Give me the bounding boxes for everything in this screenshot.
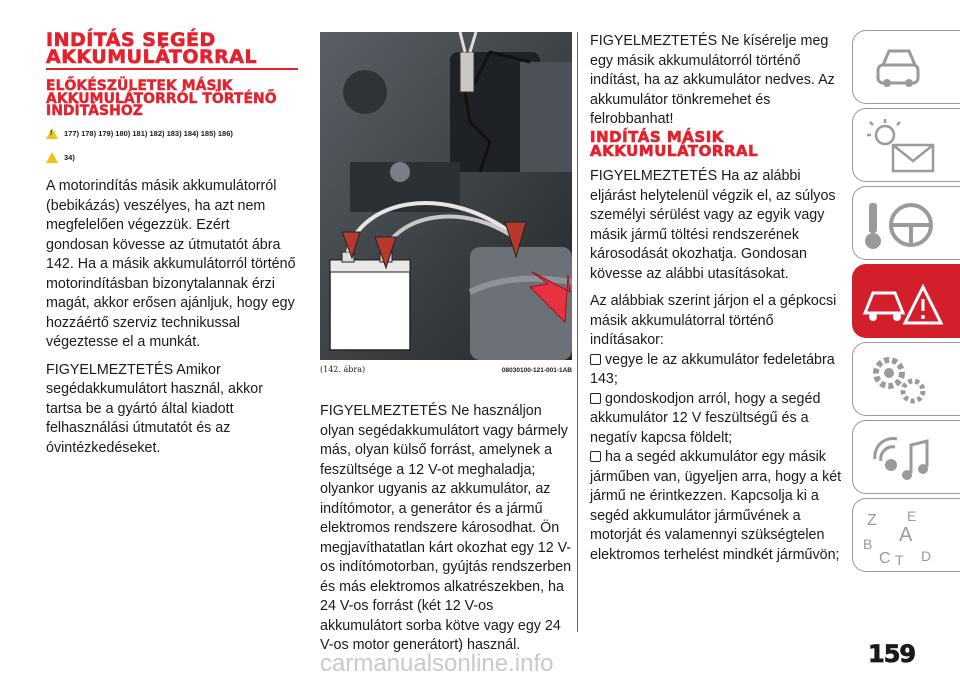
environment-references — [46, 152, 75, 163]
procedure-intro: Az alábbiak szerint járjon el a gépkocsi másik akkumulátorral történő indításakor: — [590, 293, 837, 348]
tab-car-dashboard[interactable] — [852, 30, 960, 104]
watermark: carmanualsonline.info — [320, 650, 554, 677]
index-letter-z: Z — [867, 512, 877, 529]
bullet-icon — [590, 354, 601, 365]
bullet-icon — [590, 451, 601, 462]
warning-references — [46, 128, 233, 139]
figure-142 — [320, 32, 572, 360]
index-letters-icon — [859, 503, 949, 569]
warning-triangle-icon — [46, 128, 58, 139]
maintenance-gears-icon — [867, 351, 947, 411]
svg-text:A: A — [899, 524, 913, 546]
column-divider — [577, 32, 578, 632]
svg-text:D: D — [921, 548, 932, 564]
procedure-warning: FIGYELMEZTETÉS Ha az alábbi eljárást helytelenül végzik el, az súlyos személyi sérülést vagy az egyik vagy másik jármű töltési rendszerének károsodását okozhatja. Gondosan kövesse az alábbi utasításokat. — [590, 168, 836, 282]
jump-start-title: INDÍTÁS MÁSIK AKKUMULÁTORRAL — [590, 128, 759, 160]
svg-text:C: C — [879, 550, 891, 567]
figure-label: (142. ábra) — [320, 365, 366, 374]
warning-paragraph: FIGYELMEZTETÉS Amikor segédakkumulátort használ, akkor tartsa be a gyártó által kiadott felhasználási útmutatót és az óvintézkedéseket. — [46, 361, 263, 456]
warning-refs-text: 177) 178) 179) 180) 181) 182) 183) 184) 185) 186) — [64, 129, 233, 138]
intro-paragraph: A motorindítás másik akkumulátorról (bebikázás) veszélyes, ha azt nem megfelelően végezzük. Ezért gondosan kövesse az útmutatót ábra 142. Ha a másik akkumulátorról történő motorindításban bizonytalannak érzi magát, akkor erősen ajánljuk, hogy egy hozzáértő szerviz technikussal végeztesse el a munkát. — [46, 178, 296, 350]
figure-caption — [320, 365, 572, 374]
environment-warning-icon — [46, 152, 58, 163]
svg-text:E: E — [907, 508, 917, 524]
key-steering-icon — [863, 195, 943, 255]
bullet-text: vegye le az akkumulátor fedeletábra 143; — [590, 351, 835, 387]
svg-text:T: T — [895, 552, 904, 568]
tab-emergency[interactable] — [852, 264, 960, 338]
booster-battery — [330, 260, 410, 350]
voltage-warning-paragraph: FIGYELMEZTETÉS Ne használjon olyan segédakkumulátort vagy bármely más, olyan külső forrást, amelynek a feszültsége a 12 V-ot meghaladja; olyankor ugyanis az akkumulátor, az indítómotor, a generátor és a jármű elektromos rendszere károsodhat. Ön megjavíthatatlan kárt okozhat egy 12 V-os indítómotorban, gyújtás rendszerben és más elektromos alkatrészekben, ha 24 V-os forrást (két 12 V-os akkumulátort sorba kötve vagy egy 24 V-os motor generátort) használ. — [320, 403, 572, 653]
tab-index[interactable] — [852, 498, 960, 572]
title-underline — [46, 68, 298, 70]
emergency-icon — [859, 273, 949, 333]
lights-mail-icon — [863, 117, 943, 177]
tab-maintenance[interactable] — [852, 342, 960, 416]
car-dashboard-icon — [873, 43, 933, 93]
tab-multimedia[interactable] — [852, 420, 960, 494]
bullet-icon — [590, 393, 601, 404]
env-refs-text: 34) — [64, 153, 75, 162]
figure-code: 08030100-121-001-1AB — [501, 367, 572, 374]
bullet-text: gondoskodjon arról, hogy a segéd akkumulátor 12 V feszültségű és a negatív kapcsa földelt; — [590, 390, 821, 446]
svg-text:B: B — [863, 536, 873, 552]
bullet-text: ha a segéd akkumulátor egy másik járműben van, ügyeljen arra, hogy a két jármű ne érintkezzen. Kapcsolja ki a segéd akkumulátor járművének a motorját és valamennyi szükségtelen elektromos terhelést mindkét járművön; — [590, 449, 842, 563]
jump-start-illustration — [320, 32, 572, 360]
multimedia-icon — [867, 429, 947, 489]
bullet-item — [590, 390, 842, 449]
page-number: 159 — [868, 640, 916, 668]
bullet-item — [590, 351, 842, 390]
tab-lights-mail[interactable] — [852, 108, 960, 182]
tab-key-steering[interactable] — [852, 186, 960, 260]
wet-battery-warning: FIGYELMEZTETÉS Ne kísérelje meg egy másik akkumulátorról történő indítást, ha az akkumulátor nedves. Az akkumulátor tönkremehet és felrobbanhat! — [590, 33, 835, 127]
section-title: INDÍTÁS SEGÉD AKKUMULÁTORRAL — [46, 29, 258, 68]
bullet-item — [590, 448, 842, 565]
subsection-title: ELŐKÉSZÜLETEK MÁSIK AKKUMULÁTORRÓL TÖRTÉNŐ INDÍTÁSHOZ — [46, 78, 277, 119]
